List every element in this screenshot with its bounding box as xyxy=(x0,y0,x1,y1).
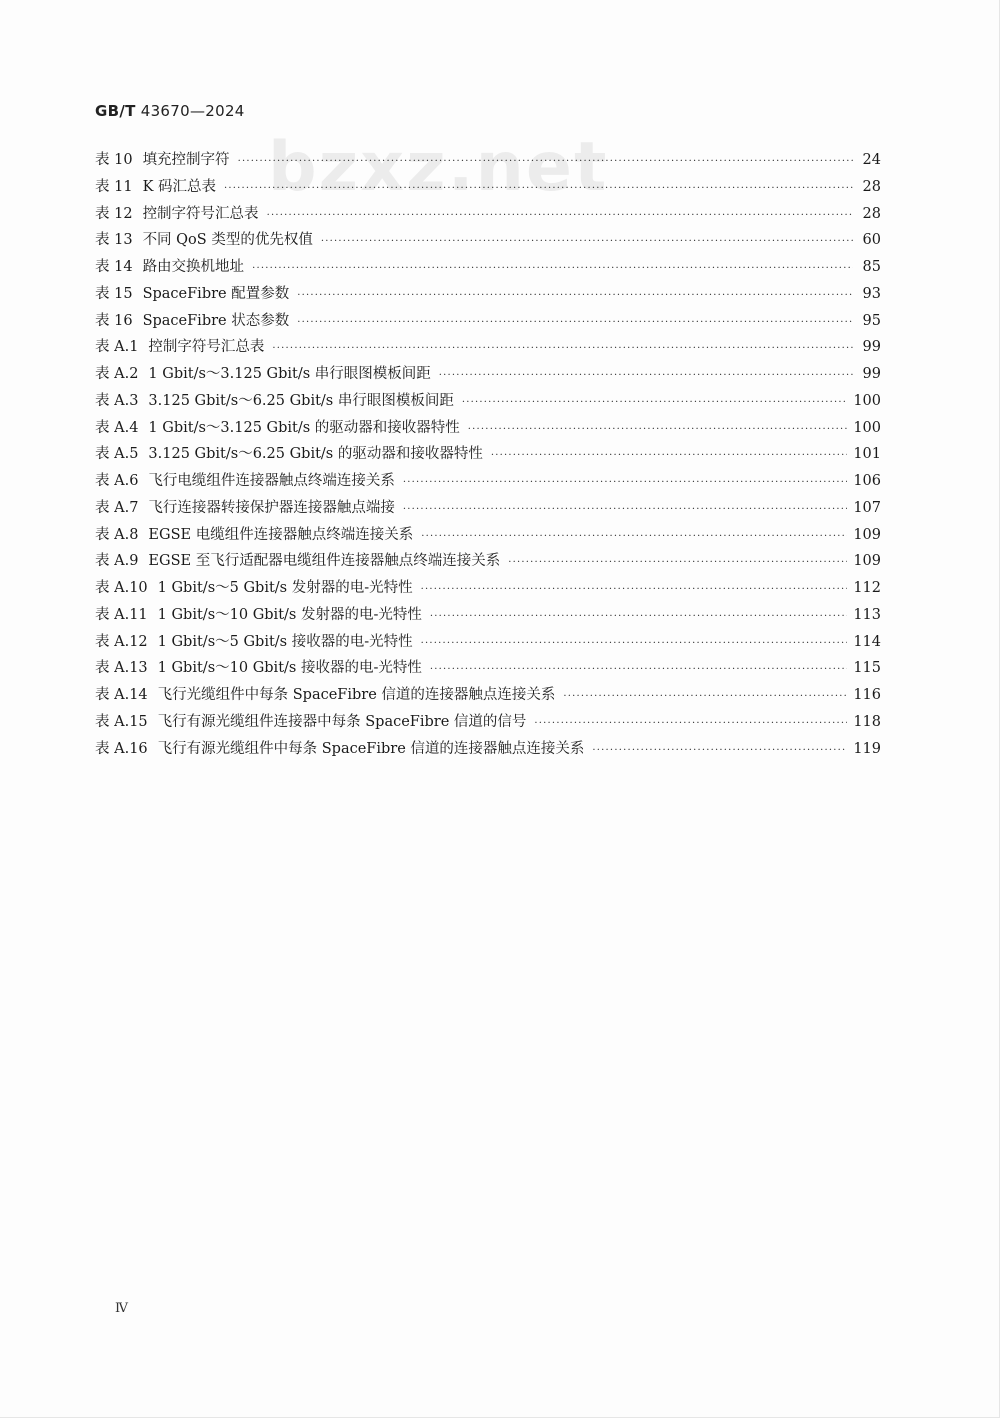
toc-entry[interactable] xyxy=(95,254,881,281)
toc-entry-number: 表 A.4 xyxy=(95,419,139,436)
toc-entry-page: 100 xyxy=(853,419,881,436)
toc-entry-title: K 码汇总表 xyxy=(142,178,217,195)
toc-entry-title: 飞行有源光缆组件连接器中每条 SpaceFibre 信道的信号 xyxy=(157,713,527,730)
toc-leader-dots xyxy=(468,417,848,444)
toc-entry-number: 表 15 xyxy=(95,285,133,302)
toc-entry[interactable] xyxy=(95,361,881,388)
toc-entry-number: 表 12 xyxy=(95,205,133,222)
toc-entry[interactable] xyxy=(95,629,881,656)
toc-entry-page: 115 xyxy=(853,660,881,677)
toc-entry-title: 3.125 Gbit/s～6.25 Gbit/s 串行眼图模板间距 xyxy=(148,392,454,409)
toc-entry-page: 24 xyxy=(862,152,881,168)
toc-entry-title: SpaceFibre 配置参数 xyxy=(142,285,290,302)
toc-entry-title: 填充控制字符 xyxy=(142,152,230,168)
toc-entry-page: 95 xyxy=(862,312,881,329)
toc-leader-dots xyxy=(238,149,853,176)
standard-code: GB/T xyxy=(95,102,136,120)
toc-entry-title: EGSE 至飞行适配器电缆组件连接器触点终端连接关系 xyxy=(148,553,501,570)
toc-entry-number: 表 11 xyxy=(95,178,133,195)
toc-entry-page: 101 xyxy=(853,446,881,463)
toc-entry[interactable] xyxy=(95,147,881,174)
toc-entry[interactable] xyxy=(95,548,881,575)
toc-entry-number: 表 A.3 xyxy=(95,392,139,409)
toc-entry-number: 表 A.11 xyxy=(95,606,148,623)
toc-entry-number: 表 A.8 xyxy=(95,526,139,543)
toc-entry[interactable] xyxy=(95,227,881,254)
toc-leader-dots xyxy=(267,203,853,230)
toc-entry[interactable] xyxy=(95,522,881,549)
toc-entry-number: 表 A.14 xyxy=(95,687,148,703)
toc-entry-page: 28 xyxy=(862,178,881,195)
toc-leader-dots xyxy=(252,256,853,283)
toc-entry[interactable] xyxy=(95,441,881,468)
toc-entry-title: 飞行连接器转接保护器连接器触点端接 xyxy=(148,499,395,516)
toc-entry-page: 118 xyxy=(853,713,881,730)
toc-entry-number: 表 A.15 xyxy=(95,713,148,730)
toc-entry-number: 表 A.7 xyxy=(95,499,139,516)
toc-leader-dots xyxy=(421,577,848,604)
toc-leader-dots xyxy=(224,176,853,203)
toc-entry-page: 100 xyxy=(853,392,881,409)
toc-entry-page: 113 xyxy=(853,606,881,623)
toc-leader-dots xyxy=(563,684,847,711)
toc-entry-title: 飞行电缆组件连接器触点终端连接关系 xyxy=(148,473,395,489)
toc-entry-number: 表 14 xyxy=(95,259,133,275)
toc-leader-dots xyxy=(491,443,847,470)
toc-entry-number: 表 A.2 xyxy=(95,366,139,382)
toc-entry-number: 表 A.13 xyxy=(95,660,148,677)
toc-entry-page: 116 xyxy=(853,687,881,703)
toc-entry[interactable] xyxy=(95,575,881,602)
toc-entry-title: 飞行有源光缆组件中每条 SpaceFibre 信道的连接器触点连接关系 xyxy=(157,740,585,757)
toc-leader-dots xyxy=(403,497,847,524)
toc-entry-title: SpaceFibre 状态参数 xyxy=(142,312,290,329)
toc-entry-title: 1 Gbit/s～3.125 Gbit/s 的驱动器和接收器特性 xyxy=(148,419,460,436)
toc-entry-number: 表 A.12 xyxy=(95,633,148,650)
toc-entry[interactable] xyxy=(95,281,881,308)
toc-entry-page: 106 xyxy=(853,473,881,489)
toc-leader-dots xyxy=(534,711,847,738)
toc-leader-dots xyxy=(321,229,853,256)
toc-entry-title: 不同 QoS 类型的优先权值 xyxy=(142,232,313,249)
toc-entry-page: 99 xyxy=(862,366,881,382)
toc-entry-title: 1 Gbit/s～10 Gbit/s 接收器的电-光特性 xyxy=(157,660,422,677)
toc-entry-title: 1 Gbit/s～3.125 Gbit/s 串行眼图模板间距 xyxy=(148,366,431,382)
toc-leader-dots xyxy=(430,657,847,684)
toc-leader-dots xyxy=(297,283,853,310)
toc-entry[interactable] xyxy=(95,655,881,682)
toc-entry-page: 85 xyxy=(862,259,881,275)
toc-entry-number: 表 13 xyxy=(95,232,133,249)
toc-entry-title: EGSE 电缆组件连接器触点终端连接关系 xyxy=(148,526,414,543)
toc-leader-dots xyxy=(421,524,847,551)
toc-entry-number: 表 A.16 xyxy=(95,740,148,757)
toc-entry-page: 60 xyxy=(862,232,881,249)
toc-entry-page: 114 xyxy=(853,633,881,650)
toc-entry[interactable] xyxy=(95,468,881,495)
toc-entry[interactable] xyxy=(95,334,881,361)
toc-leader-dots xyxy=(403,470,847,497)
toc-entry-title: 1 Gbit/s～5 Gbit/s 发射器的电-光特性 xyxy=(157,580,413,596)
table-of-contents xyxy=(95,147,881,762)
toc-entry-page: 93 xyxy=(862,285,881,302)
toc-entry[interactable] xyxy=(95,201,881,228)
toc-entry[interactable] xyxy=(95,415,881,442)
toc-entry-page: 112 xyxy=(853,580,881,596)
toc-entry[interactable] xyxy=(95,495,881,522)
toc-entry-number: 表 A.5 xyxy=(95,446,139,463)
standard-number: 43670—2024 xyxy=(140,102,245,120)
watermark: bzxz.net xyxy=(268,128,609,207)
toc-entry-page: 107 xyxy=(853,499,881,516)
toc-entry-number: 表 10 xyxy=(95,152,133,168)
toc-entry-title: 控制字符号汇总表 xyxy=(142,205,259,222)
toc-leader-dots xyxy=(272,336,853,363)
toc-entry-page: 109 xyxy=(853,553,881,570)
toc-entry-number: 表 A.6 xyxy=(95,473,139,489)
toc-entry-page: 28 xyxy=(862,205,881,222)
toc-entry-title: 路由交换机地址 xyxy=(142,259,245,275)
toc-entry[interactable] xyxy=(95,709,881,736)
toc-entry[interactable] xyxy=(95,682,881,709)
toc-entry[interactable] xyxy=(95,388,881,415)
toc-leader-dots xyxy=(592,738,847,765)
toc-entry[interactable] xyxy=(95,308,881,335)
standard-header xyxy=(95,102,245,120)
toc-entry-number: 表 A.9 xyxy=(95,553,139,570)
toc-leader-dots xyxy=(462,390,847,417)
toc-entry[interactable] xyxy=(95,736,881,763)
toc-entry-title: 1 Gbit/s～5 Gbit/s 接收器的电-光特性 xyxy=(157,633,413,650)
toc-entry[interactable] xyxy=(95,174,881,201)
toc-leader-dots xyxy=(508,550,847,577)
toc-entry-title: 1 Gbit/s～10 Gbit/s 发射器的电-光特性 xyxy=(157,606,422,623)
toc-entry-number: 表 16 xyxy=(95,312,133,329)
toc-entry-number: 表 A.10 xyxy=(95,580,148,596)
toc-entry-page: 119 xyxy=(853,740,881,757)
toc-entry-page: 109 xyxy=(853,526,881,543)
toc-entry-number: 表 A.1 xyxy=(95,339,139,356)
toc-leader-dots xyxy=(430,604,847,631)
toc-entry-title: 控制字符号汇总表 xyxy=(148,339,265,356)
toc-entry[interactable] xyxy=(95,602,881,629)
toc-entry-title: 3.125 Gbit/s～6.25 Gbit/s 的驱动器和接收器特性 xyxy=(148,446,483,463)
toc-leader-dots xyxy=(439,363,853,390)
page-number: Ⅳ xyxy=(115,1301,128,1316)
toc-leader-dots xyxy=(421,631,848,658)
toc-entry-page: 99 xyxy=(862,339,881,356)
toc-leader-dots xyxy=(297,310,853,337)
toc-entry-title: 飞行光缆组件中每条 SpaceFibre 信道的连接器触点连接关系 xyxy=(157,687,556,703)
